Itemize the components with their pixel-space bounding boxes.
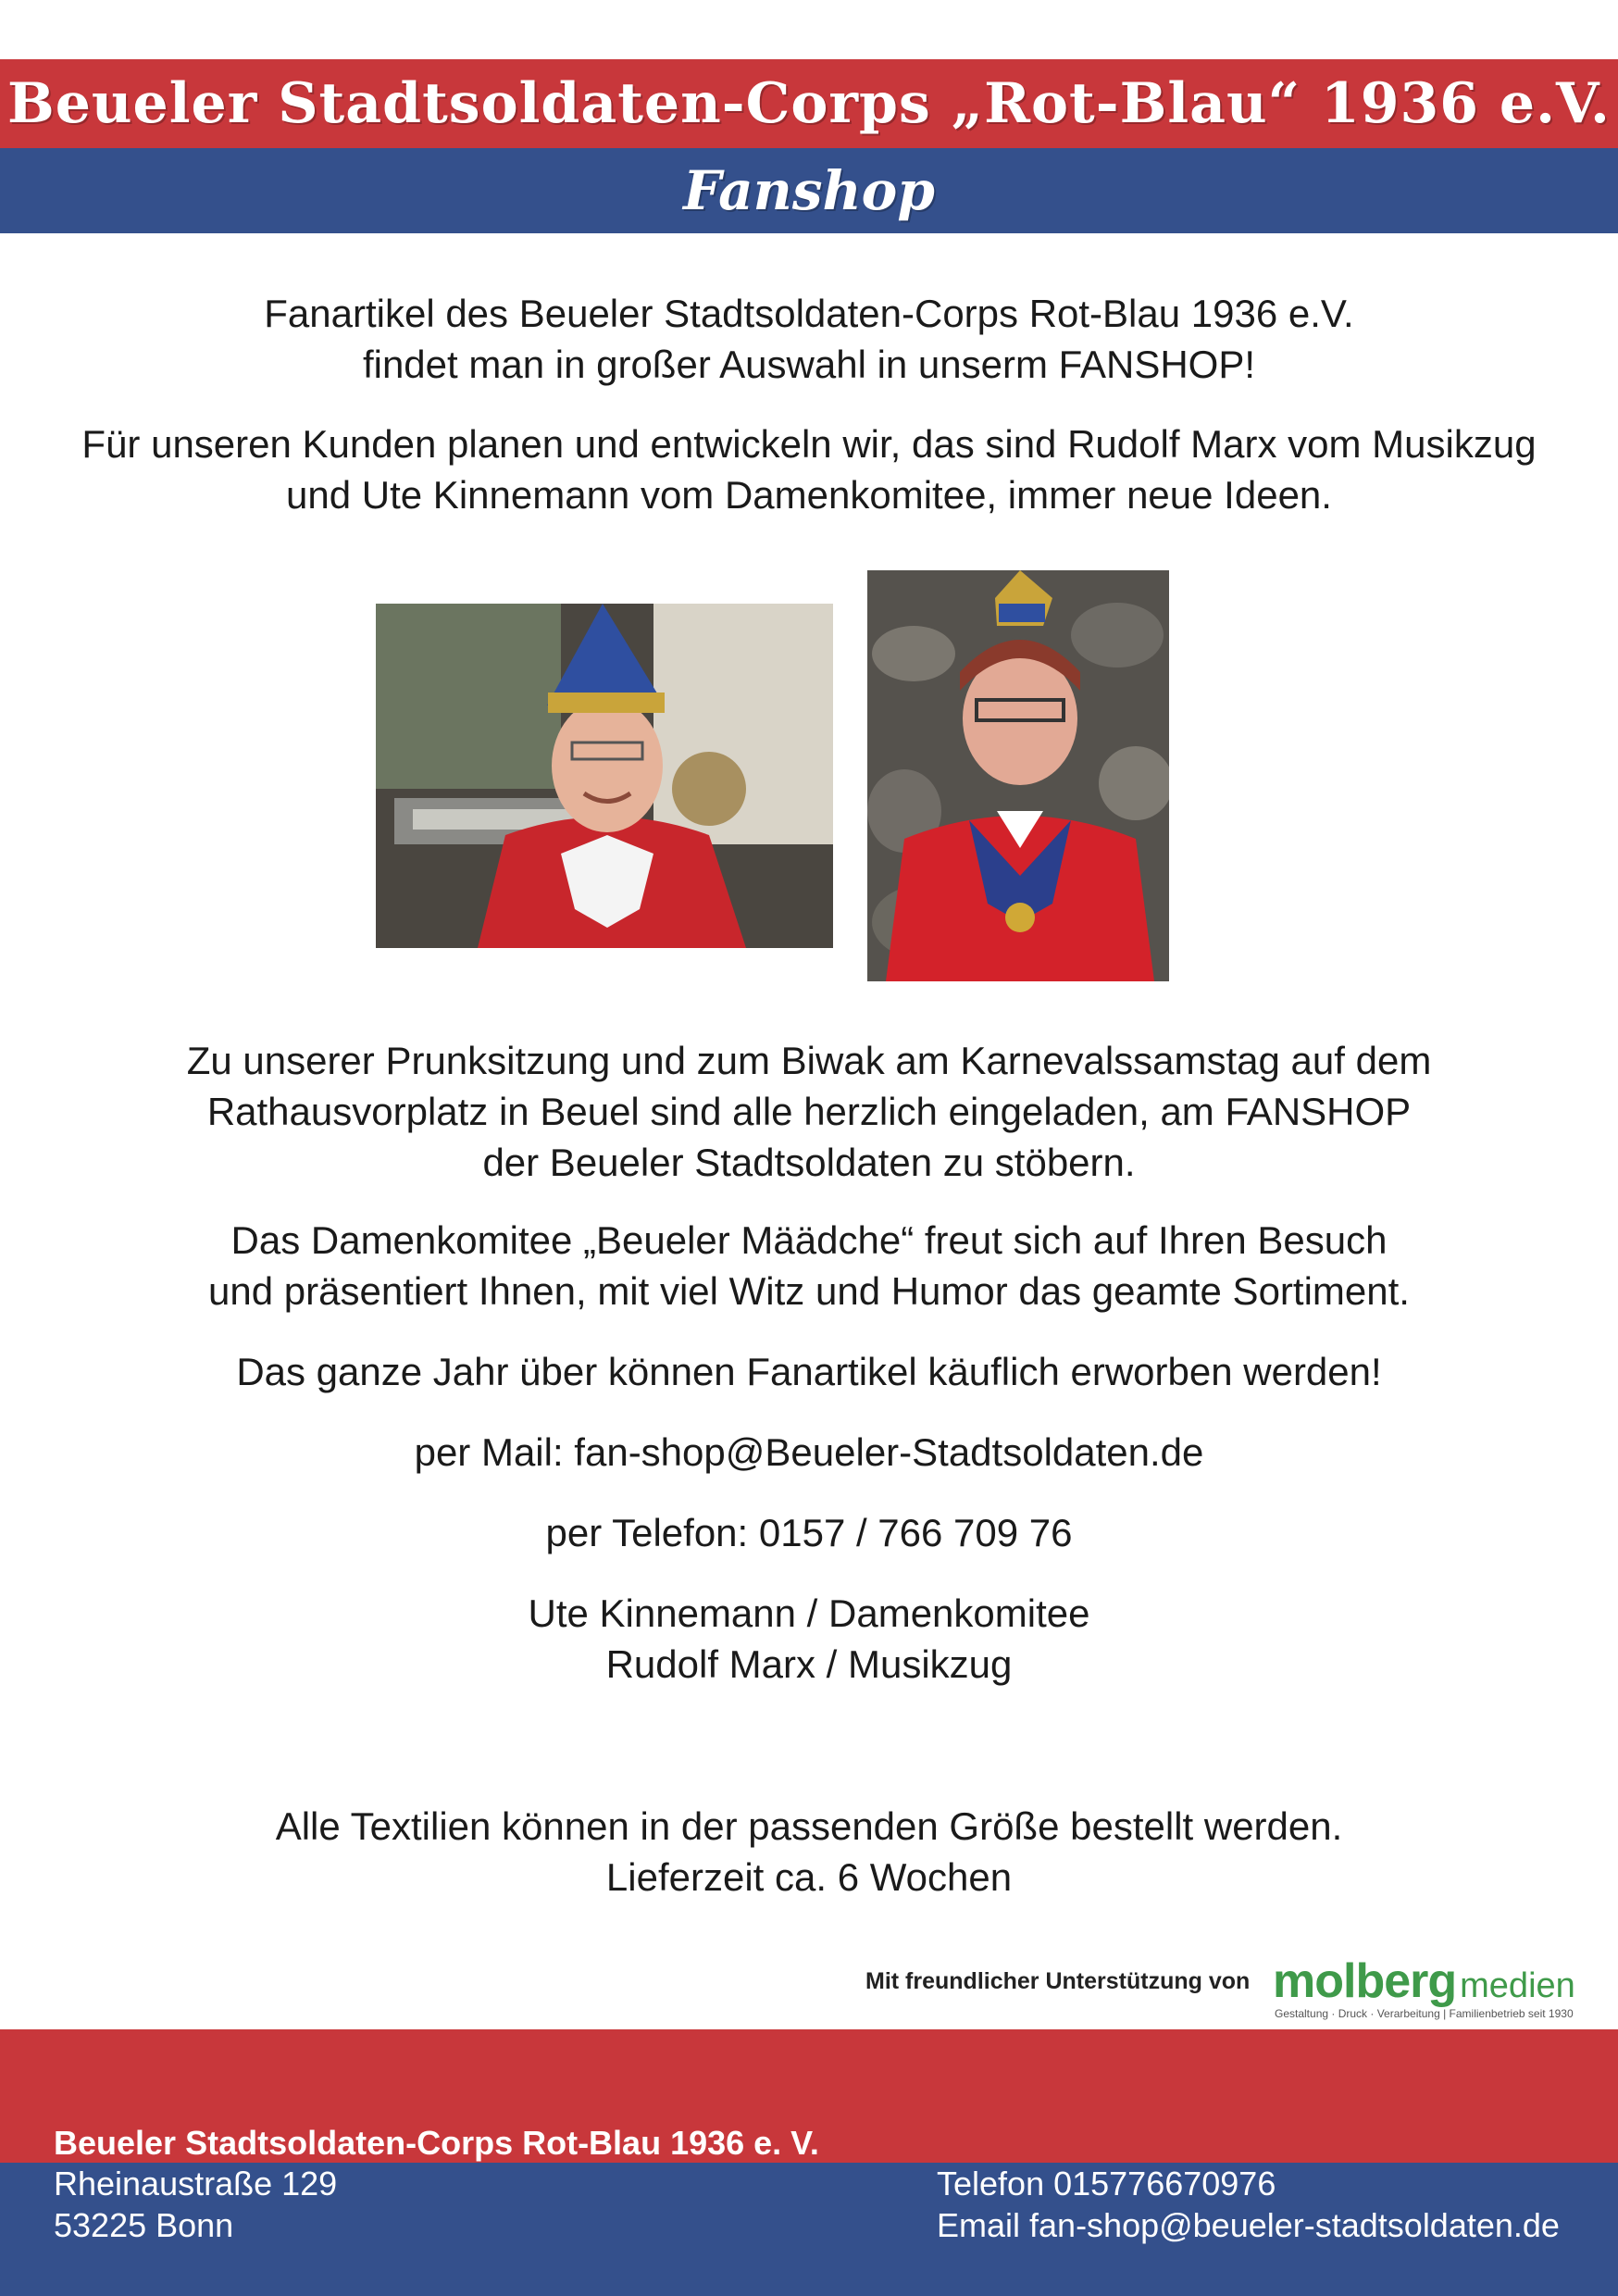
intro-line: findet man in großer Auswahl in unserm FANSHOP! xyxy=(362,343,1256,386)
footer-address xyxy=(54,2163,337,2246)
contact-persons xyxy=(0,1588,1618,1690)
body-line: Das Damenkomitee „Beueler Määdche“ freut sich auf Ihren Besuch xyxy=(230,1218,1388,1262)
phone-line[interactable]: per Telefon: 0157 / 766 709 76 xyxy=(545,1511,1073,1554)
intro-line: Für unseren Kunden planen und entwickeln wir, das sind Rudolf Marx vom Musikzug xyxy=(81,422,1537,466)
sponsor-text: Mit freundlicher Unterstützung von xyxy=(865,1968,1251,1994)
logo-main: molberg xyxy=(1273,1954,1457,2008)
body-line: Zu unserer Prunksitzung und zum Biwak am Karnevalssamstag auf dem xyxy=(186,1039,1432,1082)
body-line: und präsentiert Ihnen, mit viel Witz und Humor das geamte Sortiment. xyxy=(208,1269,1410,1313)
intro-line: und Ute Kinnemann vom Damenkomitee, immer neue Ideen. xyxy=(286,473,1332,517)
footer-org-name: Beueler Stadtsoldaten-Corps Rot-Blau 1936 e. V. xyxy=(54,2124,819,2162)
page-title: Beueler Stadtsoldaten-Corps „Rot-Blau“ 1936 e.V. xyxy=(7,71,1611,136)
footer-contact xyxy=(937,2163,1560,2246)
body-line: Lieferzeit ca. 6 Wochen xyxy=(605,1855,1013,1899)
header-subtitle-band xyxy=(0,148,1618,233)
footer-phone[interactable]: Telefon 015776670976 xyxy=(937,2165,1276,2202)
sponsor-logo xyxy=(1273,1953,1575,2009)
contact-phone xyxy=(0,1507,1618,1558)
footer-street: Rheinaustraße 129 xyxy=(54,2165,338,2202)
intro-paragraph-2 xyxy=(0,418,1618,520)
logo-sub: medien xyxy=(1460,1966,1575,2005)
footer-city: 53225 Bonn xyxy=(54,2206,234,2244)
body-paragraph-textiles xyxy=(0,1801,1618,1903)
body-paragraph-yearround xyxy=(0,1346,1618,1397)
body-paragraph-damenkomitee xyxy=(0,1215,1618,1316)
contact-person: Rudolf Marx / Musikzug xyxy=(605,1642,1013,1686)
sponsor-block xyxy=(865,1953,1578,2028)
body-paragraph-events xyxy=(0,1035,1618,1188)
intro-line: Fanartikel des Beueler Stadtsoldaten-Corps Rot-Blau 1936 e.V. xyxy=(264,292,1354,335)
body-line: Das ganze Jahr über können Fanartikel käuflich erworben werden! xyxy=(236,1350,1382,1393)
logo-tagline: Gestaltung · Druck · Verarbeitung | Familienbetrieb seit 1930 xyxy=(1275,2007,1574,2020)
footer-email[interactable]: Email fan-shop@beueler-stadtsoldaten.de xyxy=(937,2206,1560,2244)
photo-rudolf-marx xyxy=(376,604,833,948)
contact-person: Ute Kinnemann / Damenkomitee xyxy=(528,1591,1090,1635)
body-line: Alle Textilien können in der passenden Größe bestellt werden. xyxy=(275,1804,1343,1848)
body-line: Rathausvorplatz in Beuel sind alle herzlich eingeladen, am FANSHOP xyxy=(206,1090,1412,1133)
page-subtitle: Fanshop xyxy=(683,159,935,222)
intro-paragraph-1 xyxy=(0,288,1618,390)
header-title-band xyxy=(0,59,1618,148)
photo-ute-kinnemann xyxy=(867,570,1169,981)
mail-line[interactable]: per Mail: fan-shop@Beueler-Stadtsoldaten.de xyxy=(414,1430,1204,1474)
contact-mail xyxy=(0,1427,1618,1478)
body-line: der Beueler Stadtsoldaten zu stöbern. xyxy=(482,1141,1136,1184)
